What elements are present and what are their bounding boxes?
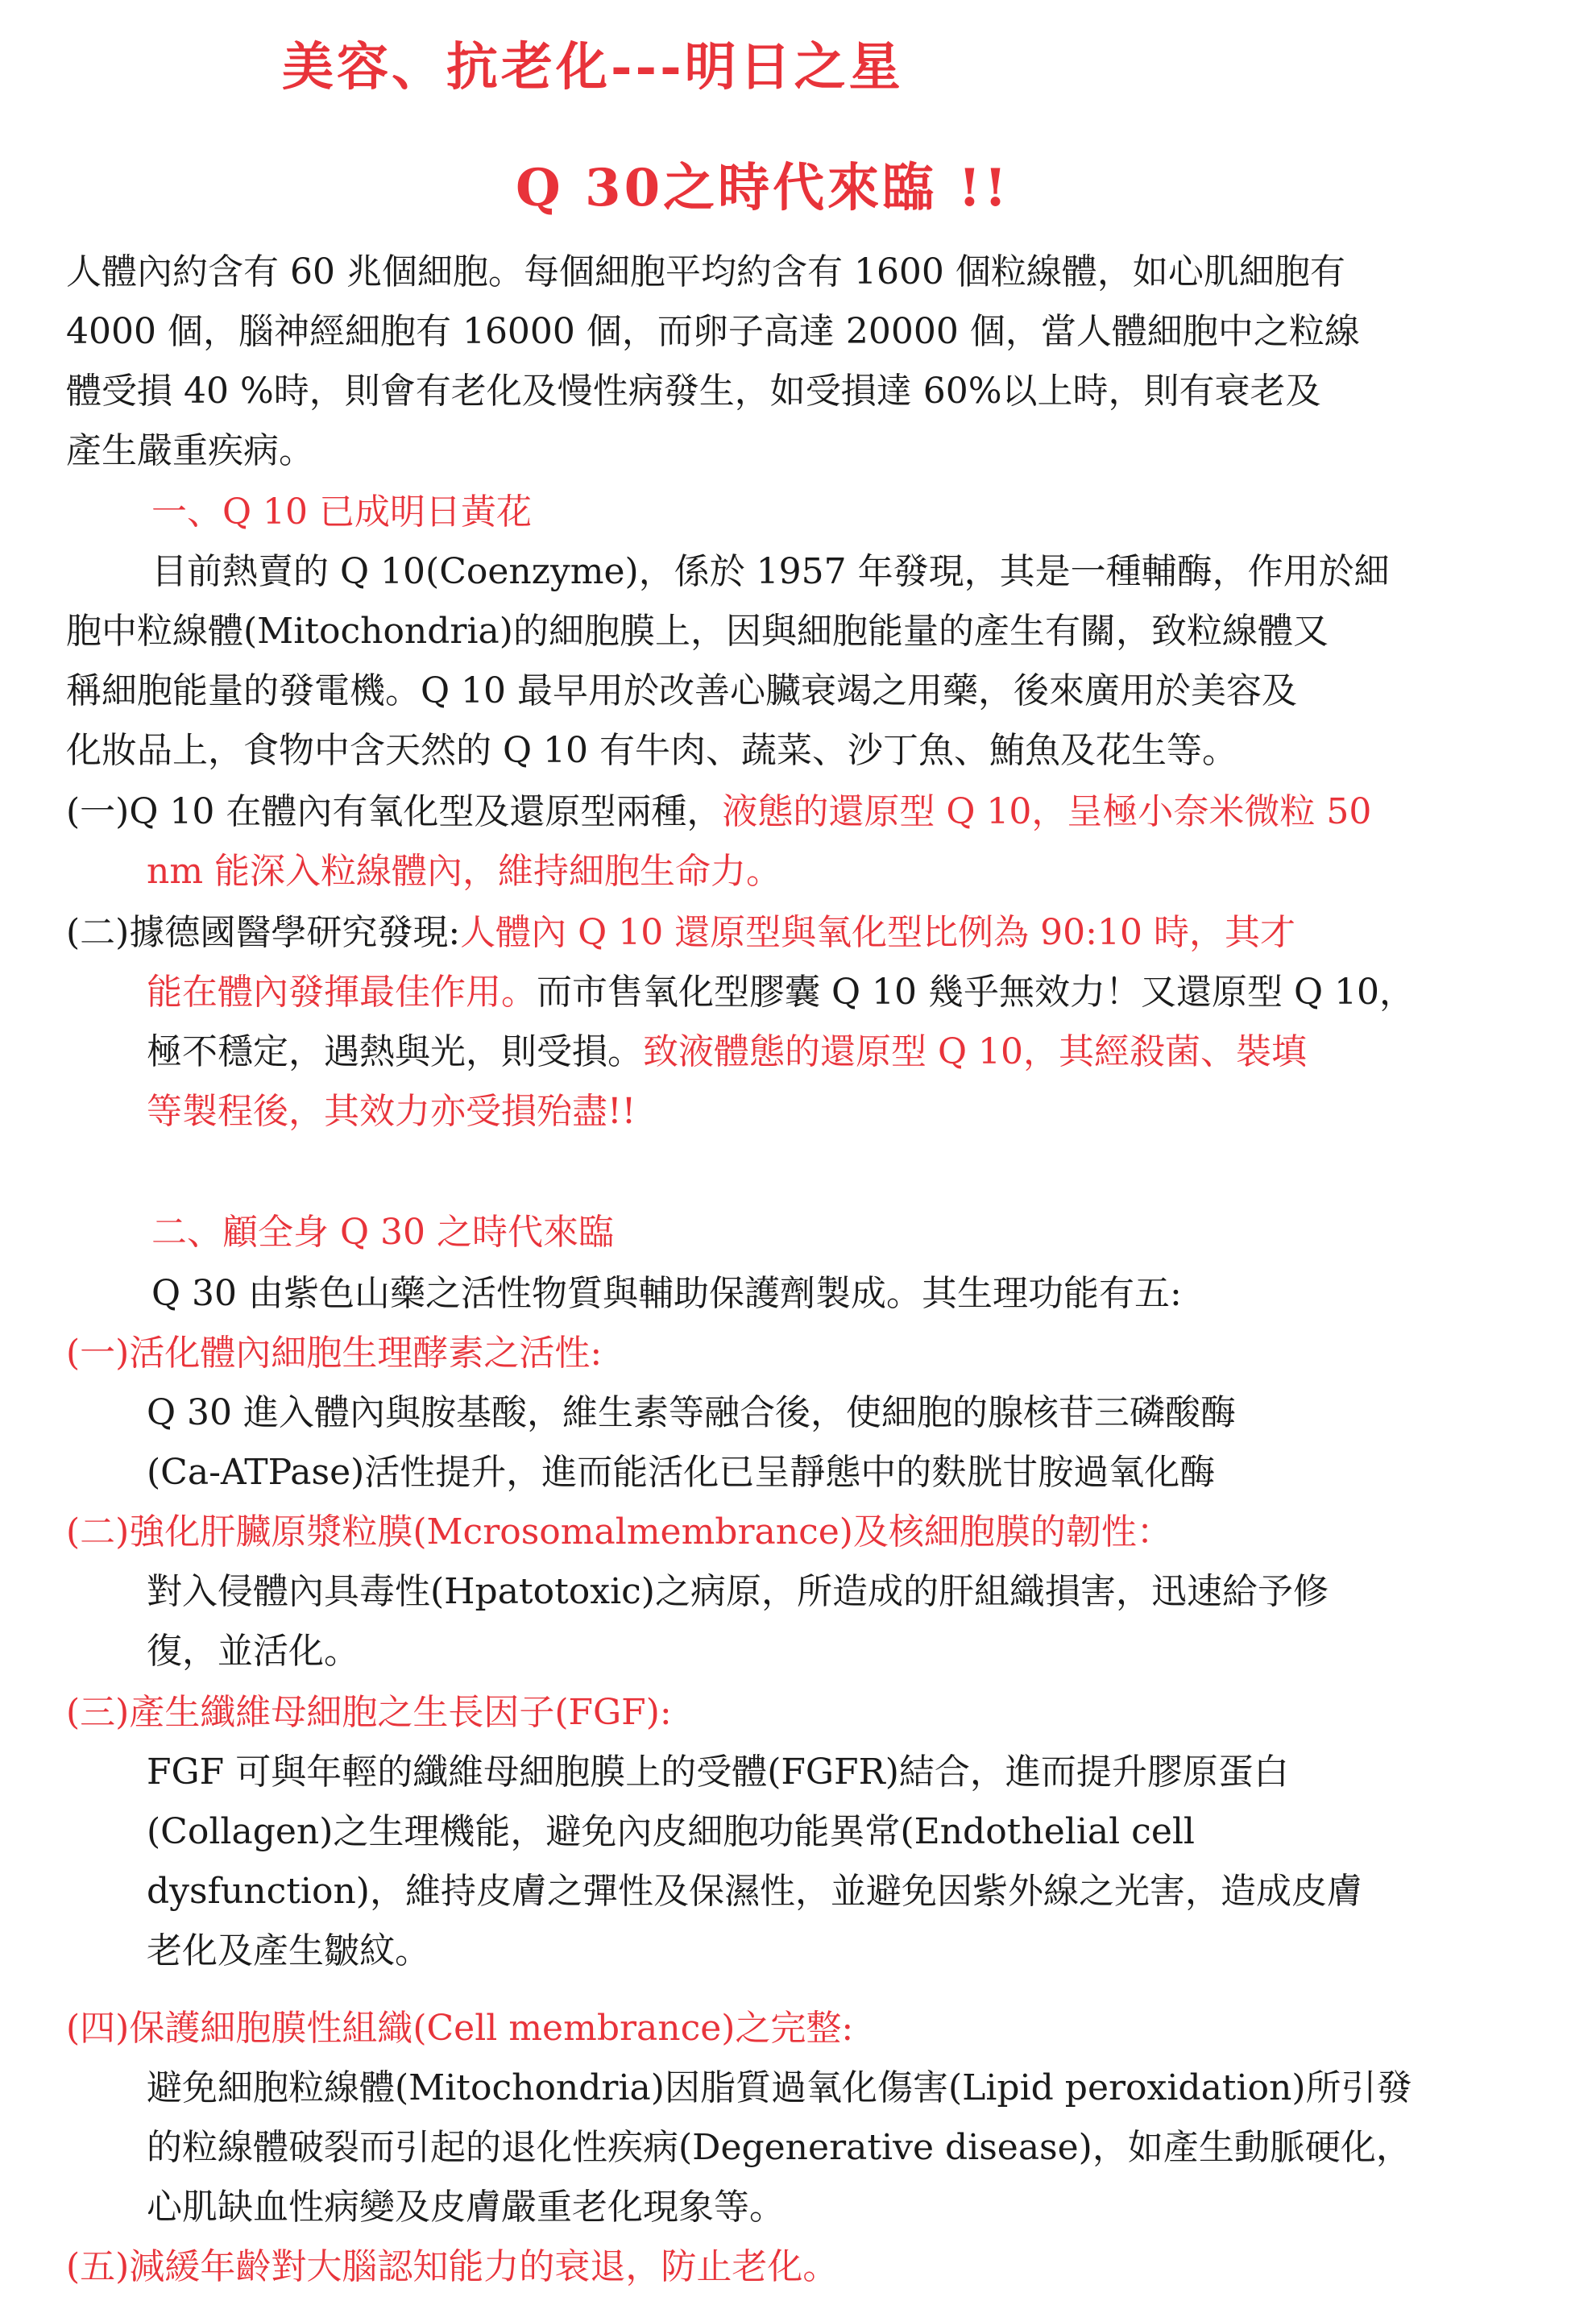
section1-body-line: 目前熱賣的 Q 10(Coenzyme)，係於 1957 年發現，其是一種輔酶，作用於細 [151, 551, 1390, 592]
point2-line [147, 968, 1596, 1017]
point2-highlight: 致液體態的還原型 Q 10，其經殺菌、裝填 [643, 1031, 1308, 1072]
document-title: 美容、抗老化---明日之星 [282, 37, 904, 97]
section2-item-line: 對入侵體內具毒性(Hpatotoxic)之病原，所造成的肝組織損害，迅速給予修 [147, 1571, 1329, 1612]
intro-line: 體受損 40 %時，則會有老化及慢性病發生，如受損達 60%以上時，則有衰老及 [66, 371, 1321, 412]
document-subtitle: Q 30之時代來臨 !! [516, 158, 1010, 218]
section2-item-line: 復，並活化。 [147, 1631, 359, 1672]
section2-item-line: 心肌缺血性病變及皮膚嚴重老化現象等。 [147, 2187, 785, 2228]
section2-item-label: (五)減緩年齡對大腦認知能力的衰退，防止老化。 [66, 2246, 839, 2287]
section2-item-line: FGF 可與年輕的纖維母細胞膜上的受體(FGFR)結合，進而提升膠原蛋白 [147, 1752, 1289, 1793]
intro-line: 產生嚴重疾病。 [66, 430, 314, 471]
section2-item-label: (四)保護細胞膜性組織(Cell membrance)之完整: [66, 2008, 854, 2049]
intro-line: 人體內約含有 60 兆個細胞。每個細胞平均約含有 1600 個粒線體，如心肌細胞有 [66, 251, 1345, 292]
section1-point2 [66, 909, 1516, 957]
section2-item-line: 老化及產生皺紋。 [147, 1930, 430, 1971]
point2-text: 極不穩定，遇熱與光，則受損。 [147, 1031, 643, 1072]
section2-item-label: (二)強化肝臟原漿粒膜(Mcrosomalmembrance)及核細胞膜的韌性： [66, 1511, 1172, 1553]
section2-heading: 二、顧全身 Q 30 之時代來臨 [151, 1212, 615, 1253]
point2-line [147, 1028, 1596, 1076]
section1-point1 [66, 788, 1516, 836]
section1-body-line: 化妝品上，食物中含天然的 Q 10 有牛肉、蔬菜、沙丁魚、鮪魚及花生等。 [66, 730, 1238, 771]
intro-line: 4000 個，腦神經細胞有 16000 個，而卵子高達 20000 個，當人體細胞中之粒線 [66, 311, 1360, 352]
section2-item-line: (Ca-ATPase)活性提升，進而能活化已呈靜態中的麩胱甘胺過氧化酶 [147, 1452, 1216, 1493]
section2-item-label: (一)活化體內細胞生理酵素之活性: [66, 1333, 603, 1374]
section2-item-label: (三)產生纖維母細胞之生長因子(FGF): [66, 1692, 672, 1733]
point1-lead: (一)Q 10 在體內有氧化型及還原型兩種， [66, 791, 723, 832]
section2-item-line: 的粒線體破裂而引起的退化性疾病(Degenerative disease)，如產生動脈硬化， [147, 2127, 1412, 2168]
point2-highlight: 等製程後，其效力亦受損殆盡!! [147, 1091, 636, 1132]
point2-text: 而市售氧化型膠囊 Q 10 幾乎無效力！又還原型 Q 10， [537, 972, 1416, 1013]
point2-highlight: 能在體內發揮最佳作用。 [147, 972, 537, 1013]
section1-heading: 一、Q 10 已成明日黃花 [151, 491, 533, 533]
point2-highlight: 人體內 Q 10 還原型與氧化型比例為 90:10 時，其才 [460, 912, 1295, 953]
point2-lead: (二)據德國醫學研究發現: [66, 912, 461, 953]
section2-intro: Q 30 由紫色山藥之活性物質與輔助保護劑製成。其生理功能有五: [151, 1273, 1182, 1314]
section2-item-line: dysfunction)，維持皮膚之彈性及保濕性，並避免因紫外線之光害，造成皮膚 [147, 1871, 1362, 1912]
section1-body-line: 胞中粒線體(Mitochondria)的細胞膜上，因與細胞能量的產生有關，致粒線體又 [66, 611, 1329, 652]
section2-item-line: Q 30 進入體內與胺基酸，維生素等融合後，使細胞的腺核苷三磷酸酶 [147, 1392, 1237, 1433]
section1-body-line: 稱細胞能量的發電機。Q 10 最早用於改善心臟衰竭之用藥，後來廣用於美容及 [66, 670, 1298, 711]
section2-item-line: 避免細胞粒線體(Mitochondria)因脂質過氧化傷害(Lipid peroxidation)所引發 [147, 2067, 1412, 2108]
point1-continuation: nm 能深入粒線體內，維持細胞生命力。 [147, 851, 782, 892]
section2-item-line: (Collagen)之生理機能，避免內皮細胞功能異常(Endothelial cell [147, 1811, 1196, 1852]
point1-highlight: 液態的還原型 Q 10，呈極小奈米微粒 50 [722, 791, 1372, 832]
